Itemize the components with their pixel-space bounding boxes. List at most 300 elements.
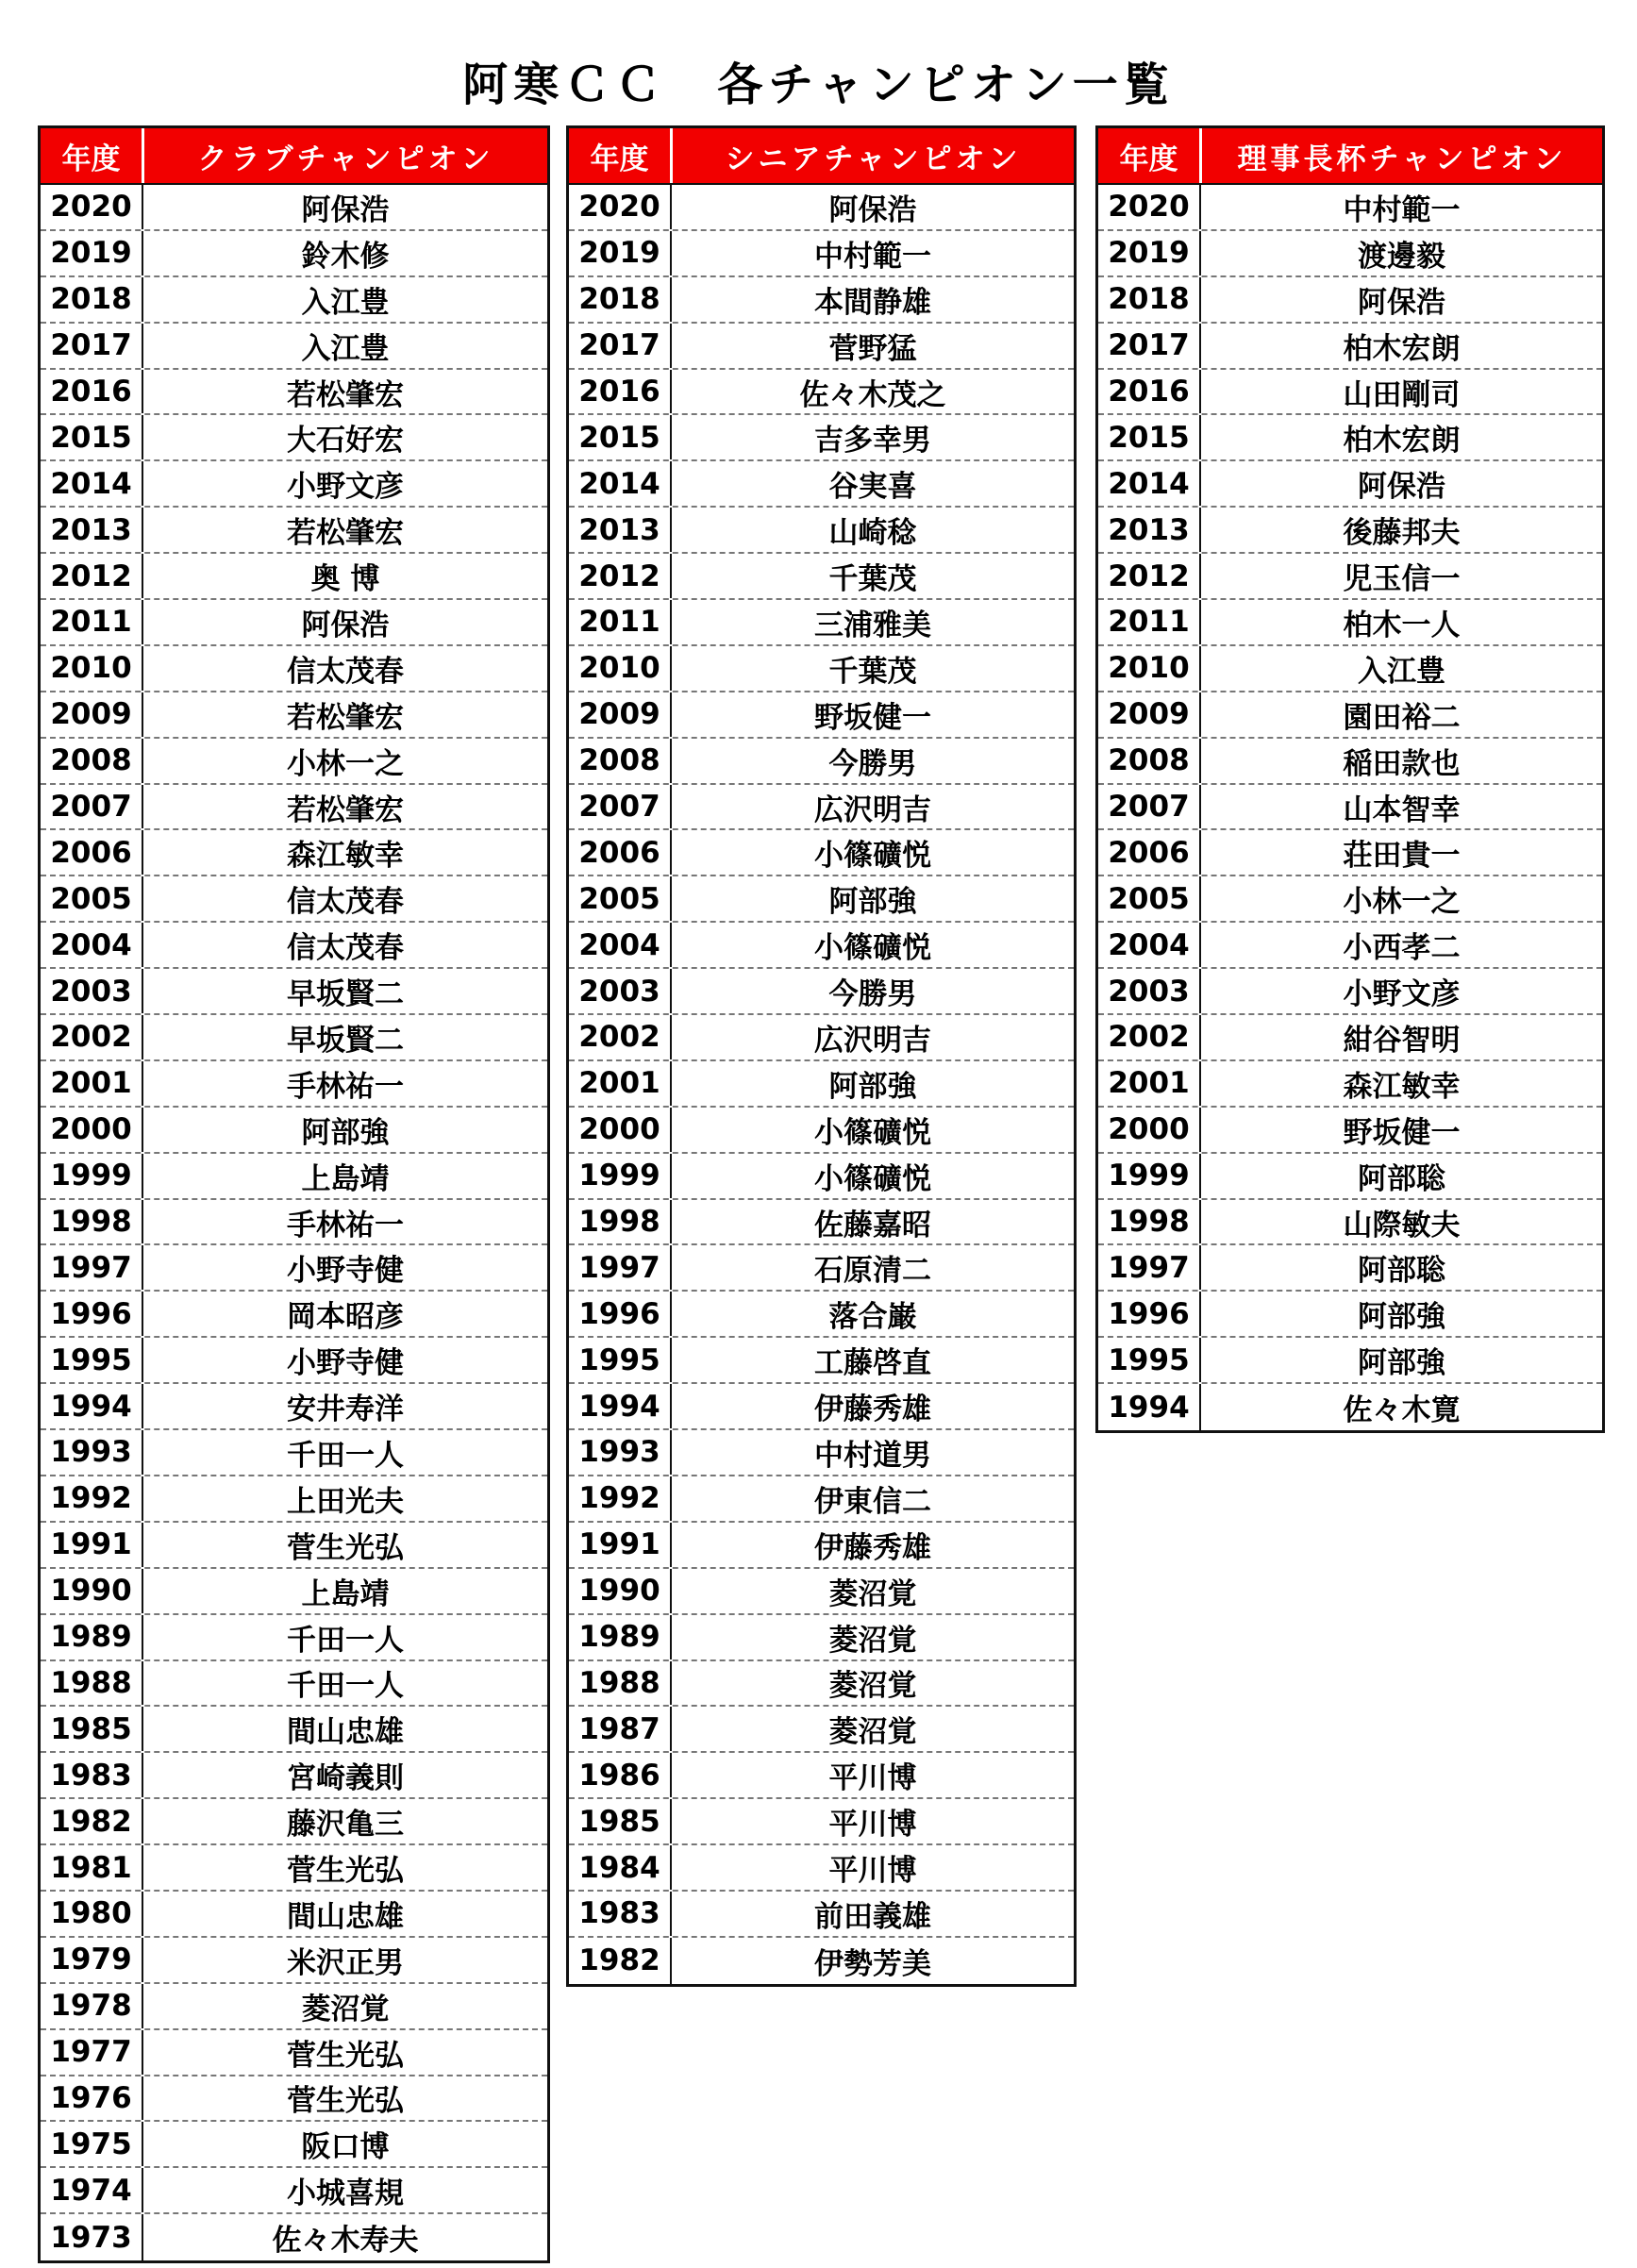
table-row [1098,1292,1602,1338]
table-row [41,2214,547,2260]
year-cell: 2003 [1098,969,1201,1013]
year-cell: 1980 [41,1892,143,1936]
table-row [1098,1154,1602,1200]
table-row [569,1292,1074,1338]
table-row [569,692,1074,739]
year-cell: 2019 [1098,231,1201,275]
table-row [569,1799,1074,1845]
champion-name-cell: 阿部聡 [1358,1254,1445,1289]
year-cell: 1994 [41,1384,143,1428]
champion-name-cell: 奥 博 [310,562,380,597]
champion-name-cell: 阿部強 [301,1115,390,1150]
year-cell: 1989 [41,1615,143,1659]
table-row [569,1892,1074,1938]
year-column-header: 年度 [1098,128,1202,183]
champion-name-cell: 山田剛司 [1343,377,1461,412]
table-row [569,969,1074,1015]
table-row [41,1015,547,1061]
table-row [41,185,547,231]
year-cell: 2012 [1098,554,1201,598]
champion-name-cell: 稲田款也 [1343,746,1461,781]
table-row [569,370,1074,416]
champion-name-cell: 小西孝二 [1343,931,1461,966]
table-row [569,1384,1074,1430]
champion-name-cell: 森江敏幸 [287,839,404,874]
year-cell: 2018 [41,277,143,322]
champion-name-cell: 間山忠雄 [287,1715,404,1750]
table-row [1098,231,1602,277]
year-cell: 1992 [569,1476,672,1521]
chairman-cup-champion-table [1095,125,1605,1433]
champion-name-cell: 前田義雄 [814,1899,931,1934]
table-row [1098,508,1602,554]
table-row [41,600,547,646]
champion-name-cell: 野坂健一 [1343,1115,1461,1150]
year-cell: 1991 [569,1523,672,1567]
table-body [41,185,547,2260]
table-row [569,1569,1074,1615]
table-row [1098,830,1602,876]
year-cell: 2017 [1098,324,1201,368]
table-row [569,600,1074,646]
year-column-header: 年度 [569,128,673,183]
year-cell: 2001 [1098,1061,1201,1106]
table-row [569,1938,1074,1984]
champion-name-cell: 早坂賢二 [287,977,404,1012]
table-body [569,185,1074,1984]
year-cell: 1976 [41,2076,143,2121]
year-cell: 1978 [41,1984,143,2028]
year-cell: 1995 [1098,1338,1201,1382]
champion-name-cell: 今勝男 [828,746,917,781]
champion-name-cell: 平川博 [828,1854,917,1888]
year-cell: 2018 [569,277,672,322]
year-cell: 2016 [569,370,672,414]
year-cell: 2020 [569,185,672,229]
table-body [1098,185,1602,1430]
champion-name-cell: 千田一人 [287,1623,404,1658]
year-cell: 2014 [1098,461,1201,506]
champion-name-cell: 工藤啓直 [814,1346,931,1381]
table-row [1098,185,1602,231]
champion-name-cell: 菱沼覚 [828,1715,917,1750]
year-cell: 1983 [569,1892,672,1936]
year-cell: 2006 [41,830,143,875]
year-cell: 1983 [41,1753,143,1797]
year-cell: 2017 [41,324,143,368]
champion-name-cell: 広沢明吉 [814,1023,931,1058]
year-cell: 2013 [569,508,672,552]
champion-name-cell: 千田一人 [287,1438,404,1473]
champion-name-cell: 若松肇宏 [287,792,404,827]
table-header [1098,128,1602,185]
year-cell: 2002 [41,1015,143,1059]
champion-name-cell: 信太茂春 [287,885,404,920]
table-row [41,1154,547,1200]
table-row [41,1984,547,2030]
year-cell: 1984 [569,1845,672,1890]
champion-name-cell: 菱沼覚 [828,1669,917,1704]
year-cell: 2012 [41,554,143,598]
champion-name-cell: 入江豊 [301,285,390,320]
champion-name-cell: 阿保浩 [301,608,390,642]
champion-name-cell: 上島靖 [301,1576,390,1611]
champion-name-cell: 阿保浩 [828,192,917,227]
name-column-header: クラブチャンピオン [197,142,494,176]
table-header [41,128,547,185]
year-cell: 2008 [569,739,672,783]
table-row [569,554,1074,600]
champion-name-cell: 岡本昭彦 [287,1300,404,1335]
champion-name-cell: 信太茂春 [287,931,404,966]
table-row [41,370,547,416]
champion-name-cell: 阿部聡 [1358,1161,1445,1196]
table-row [1098,461,1602,508]
table-row [569,646,1074,692]
champion-name-cell: 菅生光弘 [287,1854,404,1888]
year-cell: 2006 [1098,830,1201,875]
year-cell: 2016 [41,370,143,414]
table-row [569,461,1074,508]
year-cell: 1993 [569,1430,672,1475]
table-row [569,1108,1074,1154]
year-cell: 2014 [569,461,672,506]
year-cell: 2010 [1098,646,1201,691]
champion-name-cell: 渡邊毅 [1358,239,1445,274]
table-header [569,128,1074,185]
champion-name-cell: 上田光夫 [287,1484,404,1519]
table-row [41,1938,547,1984]
champion-name-cell: 平川博 [828,1761,917,1796]
table-row [569,1015,1074,1061]
champion-name-cell: 後藤邦夫 [1343,516,1461,551]
champion-name-cell: 吉多幸男 [814,424,931,459]
year-cell: 2009 [1098,692,1201,737]
year-cell: 2002 [1098,1015,1201,1059]
champion-name-cell: 三浦雅美 [814,608,931,642]
year-cell: 2004 [1098,923,1201,967]
champion-name-cell: 柏木宏朗 [1343,331,1461,366]
year-cell: 1994 [1098,1384,1201,1430]
year-cell: 1994 [569,1384,672,1428]
champion-name-cell: 落合巌 [828,1300,917,1335]
table-row [1098,876,1602,923]
table-row [569,277,1074,324]
table-row [41,2076,547,2123]
champion-name-cell: 菅生光弘 [287,2038,404,2073]
table-row [41,646,547,692]
year-cell: 2013 [41,508,143,552]
champion-name-cell: 森江敏幸 [1343,1069,1461,1104]
table-row [569,1845,1074,1892]
champion-name-cell: 入江豊 [301,331,390,366]
year-cell: 1981 [41,1845,143,1890]
year-cell: 2008 [1098,739,1201,783]
champion-name-cell: 信太茂春 [287,654,404,689]
champion-name-cell: 佐々木寿夫 [272,2224,419,2259]
champion-name-cell: 阿部強 [1358,1346,1445,1381]
year-cell: 2007 [569,785,672,829]
champion-name-cell: 入江豊 [1358,654,1445,689]
table-row [41,415,547,461]
name-column-header: 理事長杯チャンピオン [1237,142,1567,176]
champion-name-cell: 宮崎義則 [287,1761,404,1796]
table-row [1098,1338,1602,1384]
year-cell: 2006 [569,830,672,875]
year-cell: 2015 [1098,415,1201,459]
champion-name-cell: 平川博 [828,1808,917,1843]
year-cell: 2015 [41,415,143,459]
table-row [1098,969,1602,1015]
champion-name-cell: 若松肇宏 [287,516,404,551]
year-cell: 1986 [569,1753,672,1797]
table-row [569,739,1074,785]
table-row [41,876,547,923]
year-cell: 1988 [569,1661,672,1706]
champion-name-cell: 石原清二 [814,1254,931,1289]
year-cell: 2009 [41,692,143,737]
year-cell: 2019 [569,231,672,275]
year-cell: 2020 [41,185,143,229]
table-row [1098,1200,1602,1246]
table-row [1098,739,1602,785]
champion-name-cell: 菅野猛 [828,331,917,366]
champion-name-cell: 野坂健一 [814,700,931,735]
year-cell: 1974 [41,2168,143,2212]
champion-name-cell: 早坂賢二 [287,1023,404,1058]
table-row [41,554,547,600]
year-cell: 2003 [41,969,143,1013]
table-row [41,1569,547,1615]
year-cell: 1982 [569,1938,672,1984]
year-cell: 1999 [569,1154,672,1198]
year-cell: 2001 [569,1061,672,1106]
year-cell: 1999 [41,1154,143,1198]
year-cell: 1985 [41,1707,143,1751]
champion-name-cell: 手林祐一 [287,1208,404,1242]
year-cell: 2013 [1098,508,1201,552]
table-row [41,1707,547,1753]
year-cell: 2009 [569,692,672,737]
table-row [569,1154,1074,1200]
year-cell: 2003 [569,969,672,1013]
table-row [1098,554,1602,600]
year-cell: 1973 [41,2214,143,2260]
champion-name-cell: 伊藤秀雄 [814,1530,931,1565]
year-column-header: 年度 [41,128,144,183]
year-cell: 1997 [41,1245,143,1290]
table-row [41,1061,547,1108]
champion-name-cell: 荘田貴一 [1343,839,1461,874]
table-row [41,785,547,831]
year-cell: 1993 [41,1430,143,1475]
name-column-header: シニアチャンピオン [725,142,1022,176]
table-row [41,277,547,324]
champion-name-cell: 阿部強 [828,1069,917,1104]
champion-name-cell: 阪口博 [301,2130,390,2165]
champion-name-cell: 谷実喜 [828,470,917,505]
champion-name-cell: 手林祐一 [287,1069,404,1104]
table-row [41,461,547,508]
champion-name-cell: 紺谷智明 [1343,1023,1461,1058]
table-row [569,1476,1074,1523]
year-cell: 2011 [1098,600,1201,644]
table-row [569,185,1074,231]
table-row [569,1753,1074,1799]
table-row [41,1430,547,1476]
year-cell: 2002 [569,1015,672,1059]
table-row [41,1799,547,1845]
champion-name-cell: 佐々木寛 [1343,1393,1461,1428]
year-cell: 2015 [569,415,672,459]
table-row [1098,415,1602,461]
champion-name-cell: 伊勢芳美 [814,1946,931,1981]
year-cell: 1975 [41,2122,143,2166]
champion-name-cell: 千葉茂 [828,562,917,597]
year-cell: 2011 [569,600,672,644]
year-cell: 2010 [569,646,672,691]
champion-name-cell: 阿部強 [1358,1300,1445,1335]
year-cell: 2012 [569,554,672,598]
table-row [41,1108,547,1154]
year-cell: 1998 [569,1200,672,1244]
table-row [41,969,547,1015]
year-cell: 2000 [569,1108,672,1152]
table-row [1098,785,1602,831]
champion-name-cell: 阿保浩 [1358,285,1445,320]
champion-name-cell: 伊藤秀雄 [814,1392,931,1427]
table-row [569,1661,1074,1708]
table-row [41,1292,547,1338]
table-row [41,2122,547,2168]
champion-name-cell: 柏木一人 [1343,608,1461,642]
table-row [41,1200,547,1246]
year-cell: 2005 [569,876,672,921]
year-cell: 2017 [569,324,672,368]
champion-name-cell: 小林一之 [287,746,404,781]
year-cell: 1998 [1098,1200,1201,1244]
champion-name-cell: 大石好宏 [287,424,404,459]
table-row [1098,324,1602,370]
table-row [569,1061,1074,1108]
table-row [569,785,1074,831]
table-row [569,1200,1074,1246]
table-row [41,1845,547,1892]
table-row [41,508,547,554]
year-cell: 2007 [1098,785,1201,829]
year-cell: 1989 [569,1615,672,1659]
table-row [569,1523,1074,1569]
year-cell: 1995 [569,1338,672,1382]
table-row [41,923,547,969]
table-row [41,739,547,785]
year-cell: 2008 [41,739,143,783]
champion-name-cell: 千田一人 [287,1669,404,1704]
table-row [569,1430,1074,1476]
year-cell: 2005 [1098,876,1201,921]
table-row [569,1338,1074,1384]
table-row [41,1338,547,1384]
champion-name-cell: 小篠礦悦 [814,931,931,966]
champion-name-cell: 柏木宏朗 [1343,424,1461,459]
year-cell: 1997 [569,1245,672,1290]
year-cell: 2011 [41,600,143,644]
champion-name-cell: 菱沼覚 [828,1576,917,1611]
champion-name-cell: 若松肇宏 [287,700,404,735]
champion-name-cell: 菅生光弘 [287,2084,404,2119]
year-cell: 1991 [41,1523,143,1567]
year-cell: 2004 [41,923,143,967]
year-cell: 1996 [41,1292,143,1336]
champion-name-cell: 菱沼覚 [301,1992,390,2026]
champion-name-cell: 間山忠雄 [287,1899,404,1934]
table-row [569,830,1074,876]
year-cell: 2018 [1098,277,1201,322]
year-cell: 1990 [569,1569,672,1613]
champion-name-cell: 小野文彦 [1343,977,1461,1012]
table-row [1098,600,1602,646]
club-champion-table [38,125,550,2263]
champion-name-cell: 阿保浩 [301,192,390,227]
year-cell: 1995 [41,1338,143,1382]
table-row [1098,923,1602,969]
table-row [569,1707,1074,1753]
champion-name-cell: 小城喜規 [287,2176,404,2211]
table-row [569,231,1074,277]
table-row [1098,277,1602,324]
table-row [1098,692,1602,739]
champion-name-cell: 中村範一 [1343,192,1461,227]
champion-name-cell: 小篠礦悦 [814,839,931,874]
champion-name-cell: 佐々木茂之 [799,377,946,412]
champion-name-cell: 上島靖 [301,1161,390,1196]
table-row [41,1523,547,1569]
champion-name-cell: 小篠礦悦 [814,1115,931,1150]
champion-name-cell: 阿部強 [828,885,917,920]
table-row [1098,1384,1602,1430]
champion-name-cell: 山崎稔 [828,516,917,551]
table-row [41,324,547,370]
year-cell: 2000 [1098,1108,1201,1152]
year-cell: 2014 [41,461,143,506]
table-row [41,692,547,739]
champion-name-cell: 小林一之 [1343,885,1461,920]
table-row [1098,1061,1602,1108]
year-cell: 1999 [1098,1154,1201,1198]
table-row [569,923,1074,969]
year-cell: 1992 [41,1476,143,1521]
champion-name-cell: 中村道男 [814,1438,931,1473]
year-cell: 1979 [41,1938,143,1982]
table-row [569,1245,1074,1292]
year-cell: 1996 [1098,1292,1201,1336]
champion-name-cell: 山本智幸 [1343,792,1461,827]
year-cell: 1985 [569,1799,672,1843]
champion-name-cell: 今勝男 [828,977,917,1012]
table-row [41,2168,547,2214]
year-cell: 1996 [569,1292,672,1336]
table-row [1098,1108,1602,1154]
table-row [41,1661,547,1708]
champion-name-cell: 安井寿洋 [287,1392,404,1427]
champion-name-cell: 菅生光弘 [287,1530,404,1565]
champion-name-cell: 若松肇宏 [287,377,404,412]
champion-name-cell: 小野寺健 [287,1346,404,1381]
year-cell: 1987 [569,1707,672,1751]
champion-name-cell: 中村範一 [814,239,931,274]
year-cell: 1997 [1098,1245,1201,1290]
champion-name-cell: 菱沼覚 [828,1623,917,1658]
